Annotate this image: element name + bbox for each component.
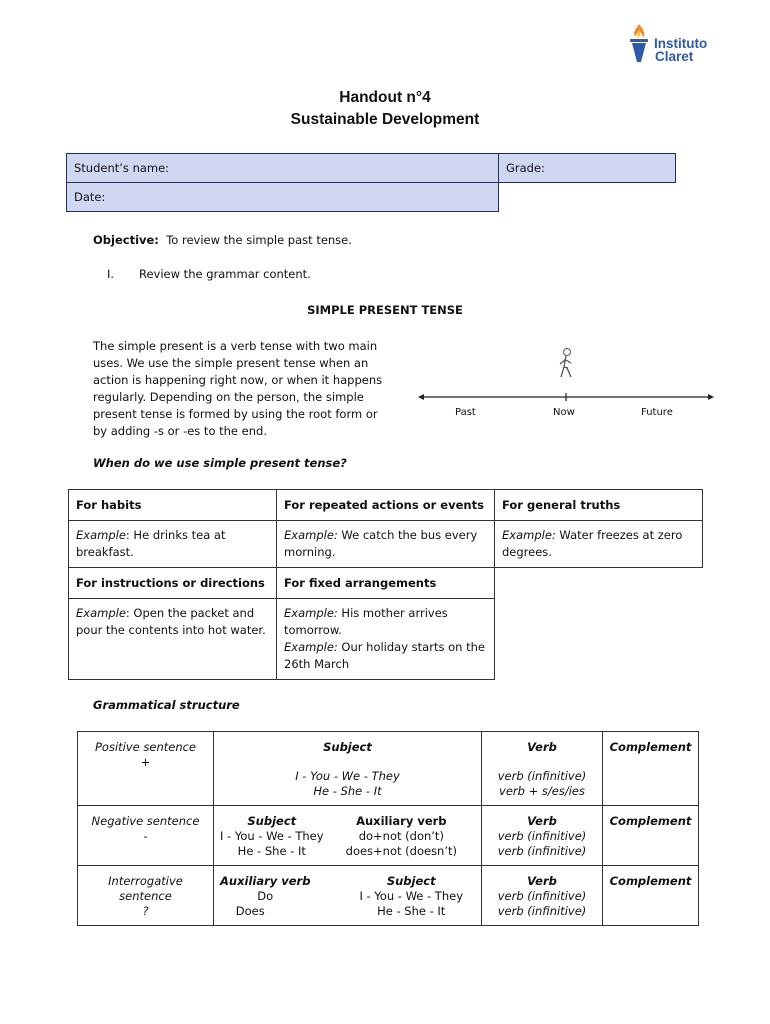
- handout-title: Handout n°4: [339, 89, 431, 106]
- student-name-label: Student’s name:: [74, 161, 170, 175]
- objective-text: To review the simple past tense.: [166, 233, 352, 247]
- timeline-diagram: [418, 347, 714, 423]
- negative-row: [78, 806, 699, 866]
- objective-label: Objective:: [93, 233, 159, 247]
- student-name-field[interactable]: [67, 154, 499, 183]
- negative-subject-aux-cell: Subject I - You - We - They He - She - It Auxiliary verb do+not (don’t) does+not (doesn’t): [214, 806, 482, 866]
- truths-header: For general truths: [495, 490, 703, 521]
- positive-row: [78, 732, 699, 806]
- walking-person-icon: [554, 347, 578, 383]
- timeline-future: Future: [641, 407, 673, 418]
- truths-example: Example: Water freezes at zero degrees.: [495, 521, 703, 568]
- date-label: Date:: [74, 190, 106, 204]
- negative-verb-cell: Verb verb (infinitive) verb (infinitive): [482, 806, 603, 866]
- positive-subject-cell: Subject I - You - We - They He - She - It: [214, 732, 482, 806]
- section-heading: SIMPLE PRESENT TENSE: [307, 303, 463, 317]
- logo-line1: Instituto: [654, 36, 708, 51]
- interrogative-complement-cell: Complement: [603, 866, 699, 926]
- grammar-heading: Grammatical structure: [93, 698, 240, 712]
- habits-header: For habits: [69, 490, 277, 521]
- repeated-example: Example: We catch the bus every morning.: [277, 521, 495, 568]
- positive-verb-cell: Verb verb (infinitive) verb + s/es/ies: [482, 732, 603, 806]
- section-numeral: I.: [107, 267, 115, 281]
- grammar-table: [77, 731, 699, 926]
- negative-label-cell: Negative sentence -: [78, 806, 214, 866]
- torch-icon: [626, 22, 652, 64]
- instructions-example: Example: Open the packet and pour the contents into hot water.: [69, 599, 277, 680]
- when-heading: When do we use simple present tense?: [93, 456, 347, 470]
- student-info-table: [66, 153, 676, 212]
- timeline-axis: [418, 391, 714, 403]
- section-text: Review the grammar content.: [139, 267, 311, 281]
- repeated-header: For repeated actions or events: [277, 490, 495, 521]
- interrogative-row: [78, 866, 699, 926]
- instructions-header: For instructions or directions: [69, 568, 277, 599]
- grade-field[interactable]: [499, 154, 676, 183]
- logo-line2: Claret: [655, 49, 694, 64]
- grade-label: Grade:: [506, 161, 545, 175]
- habits-example: Example: He drinks tea at breakfast.: [69, 521, 277, 568]
- handout-subtitle: Sustainable Development: [290, 111, 480, 128]
- date-field[interactable]: [67, 183, 499, 212]
- uses-table: [68, 489, 703, 680]
- objective: [93, 233, 352, 247]
- positive-label-cell: Positive sentence +: [78, 732, 214, 806]
- interrogative-verb-cell: Verb verb (infinitive) verb (infinitive): [482, 866, 603, 926]
- intro-paragraph: The simple present is a verb tense with two main uses. We use the simple present tense when an action is happening right now, or when it happens regularly. Depending on the person, the simple present tense is formed by using the root form or by adding -s or -es to the end.: [93, 339, 383, 438]
- school-logo: [624, 22, 734, 66]
- fixed-header: For fixed arrangements: [277, 568, 495, 599]
- interrogative-label-cell: Interrogative sentence ?: [78, 866, 214, 926]
- negative-complement-cell: Complement: [603, 806, 699, 866]
- timeline-now: Now: [553, 407, 575, 418]
- positive-complement-cell: Complement: [603, 732, 699, 806]
- interrogative-aux-subject-cell: Auxiliary verb Do Does Subject I - You - We - They He - She - It: [214, 866, 482, 926]
- timeline-past: Past: [455, 407, 476, 418]
- fixed-example: Example: His mother arrives tomorrow. Example: Our holiday starts on the 26th March: [277, 599, 495, 680]
